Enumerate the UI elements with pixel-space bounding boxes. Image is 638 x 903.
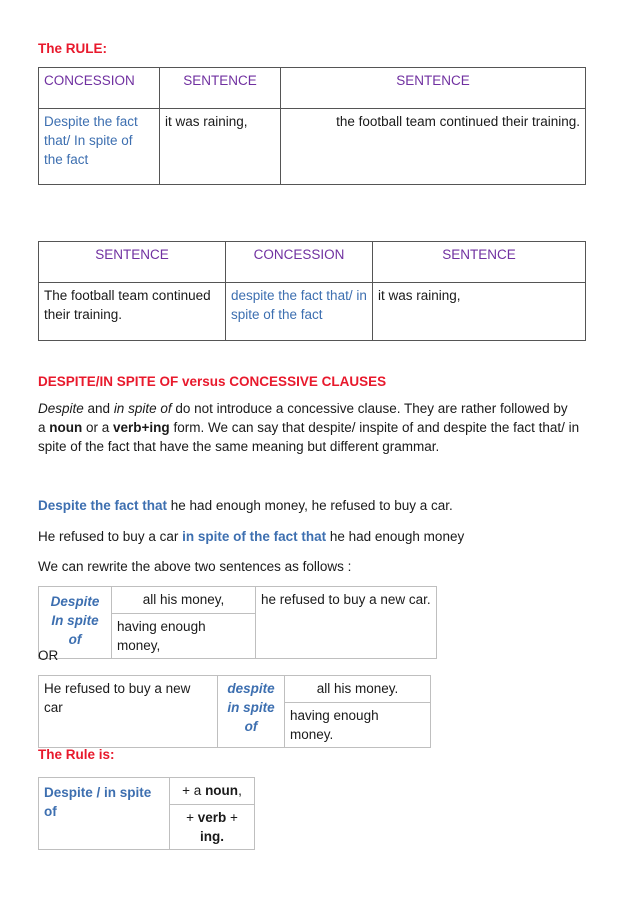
example-2 [38,527,464,546]
example-1-highlight: Despite the fact that [38,498,168,513]
word-noun: noun [49,420,83,435]
table3-all-his-money: all his money, [112,587,256,614]
table1-header-concession: CONCESSION [39,68,160,109]
text: or a [82,420,114,435]
table1-cell-sentence-2: the football team continued their training. [281,109,586,185]
rewrite-table-1 [38,586,437,659]
table1-cell-concession: Despite the fact that/ In spite of the fact [39,109,160,185]
table3-having-enough-money: having enough money, [112,614,256,659]
table2-header-sentence-2: SENTENCE [373,242,586,283]
rewrite-note: We can rewrite the above two sentences as follows : [38,559,352,574]
rule-heading: The RULE: [38,41,107,56]
table2-cell-sentence-2: it was raining, [373,283,586,341]
table5-despite-in-spite-of: Despite / in spite of [39,778,170,850]
table2-header-concession: CONCESSION [226,242,373,283]
table4-in-spite-of: in spite of [227,700,275,734]
table1-cell-sentence-1: it was raining, [160,109,281,185]
table1-header-sentence-1: SENTENCE [160,68,281,109]
explanation-line-3: spite of the fact that have the same meaning but different grammar. [38,439,440,454]
table5-plus-verb-ing [170,805,255,850]
explanation-line-1 [38,399,568,418]
text: a [38,420,50,435]
section-heading: DESPITE/IN SPITE OF versus CONCESSIVE CLAUSES [38,374,387,389]
explanation-line-2 [38,418,579,437]
table5-noun: noun [205,783,239,798]
table5-ing: ing. [200,829,224,844]
example-1 [38,496,453,515]
word-verb-ing: verb+ing [113,420,170,435]
text: + [186,810,198,825]
text: do not introduce a concessive clause. They are rather followed by [171,401,568,416]
table3-in-spite-of: In spite of [51,613,99,647]
table1-header-sentence-2: SENTENCE [281,68,586,109]
table2-cell-sentence-1: The football team continued their training. [39,283,226,341]
table5-verb: verb [197,810,227,825]
table3-main-clause: he refused to buy a new car. [256,587,437,659]
table4-all-his-money: all his money. [285,676,431,703]
table2-header-sentence-1: SENTENCE [39,242,226,283]
table4-despite: despite [227,681,275,696]
text: He refused to buy a car [38,529,183,544]
rule-is-heading: The Rule is: [38,747,115,762]
table2-cell-concession: despite the fact that/ in spite of the fact [226,283,373,341]
text: he had enough money, he refused to buy a car. [167,498,453,513]
table4-having-enough-money: having enough money. [285,703,431,748]
table4-main-clause: He refused to buy a new car [39,676,218,748]
word-despite: Despite [38,401,84,416]
table3-despite: Despite [50,594,100,609]
text: + a [182,783,206,798]
text: + [226,810,238,825]
example-2-highlight: in spite of the fact that [182,529,327,544]
text: and [83,401,114,416]
text: form. We can say that despite/ inspite of and despite the fact that/ in [169,420,580,435]
table4-concession [218,676,285,748]
table5-plus-noun [170,778,255,805]
rule-summary-table [38,777,255,850]
word-in-spite-of: in spite of [113,401,172,416]
rule-table-1 [38,67,586,185]
text: , [238,783,242,798]
or-label: OR [38,648,59,663]
rewrite-table-2 [38,675,431,748]
rule-table-2 [38,241,586,341]
text: he had enough money [326,529,465,544]
